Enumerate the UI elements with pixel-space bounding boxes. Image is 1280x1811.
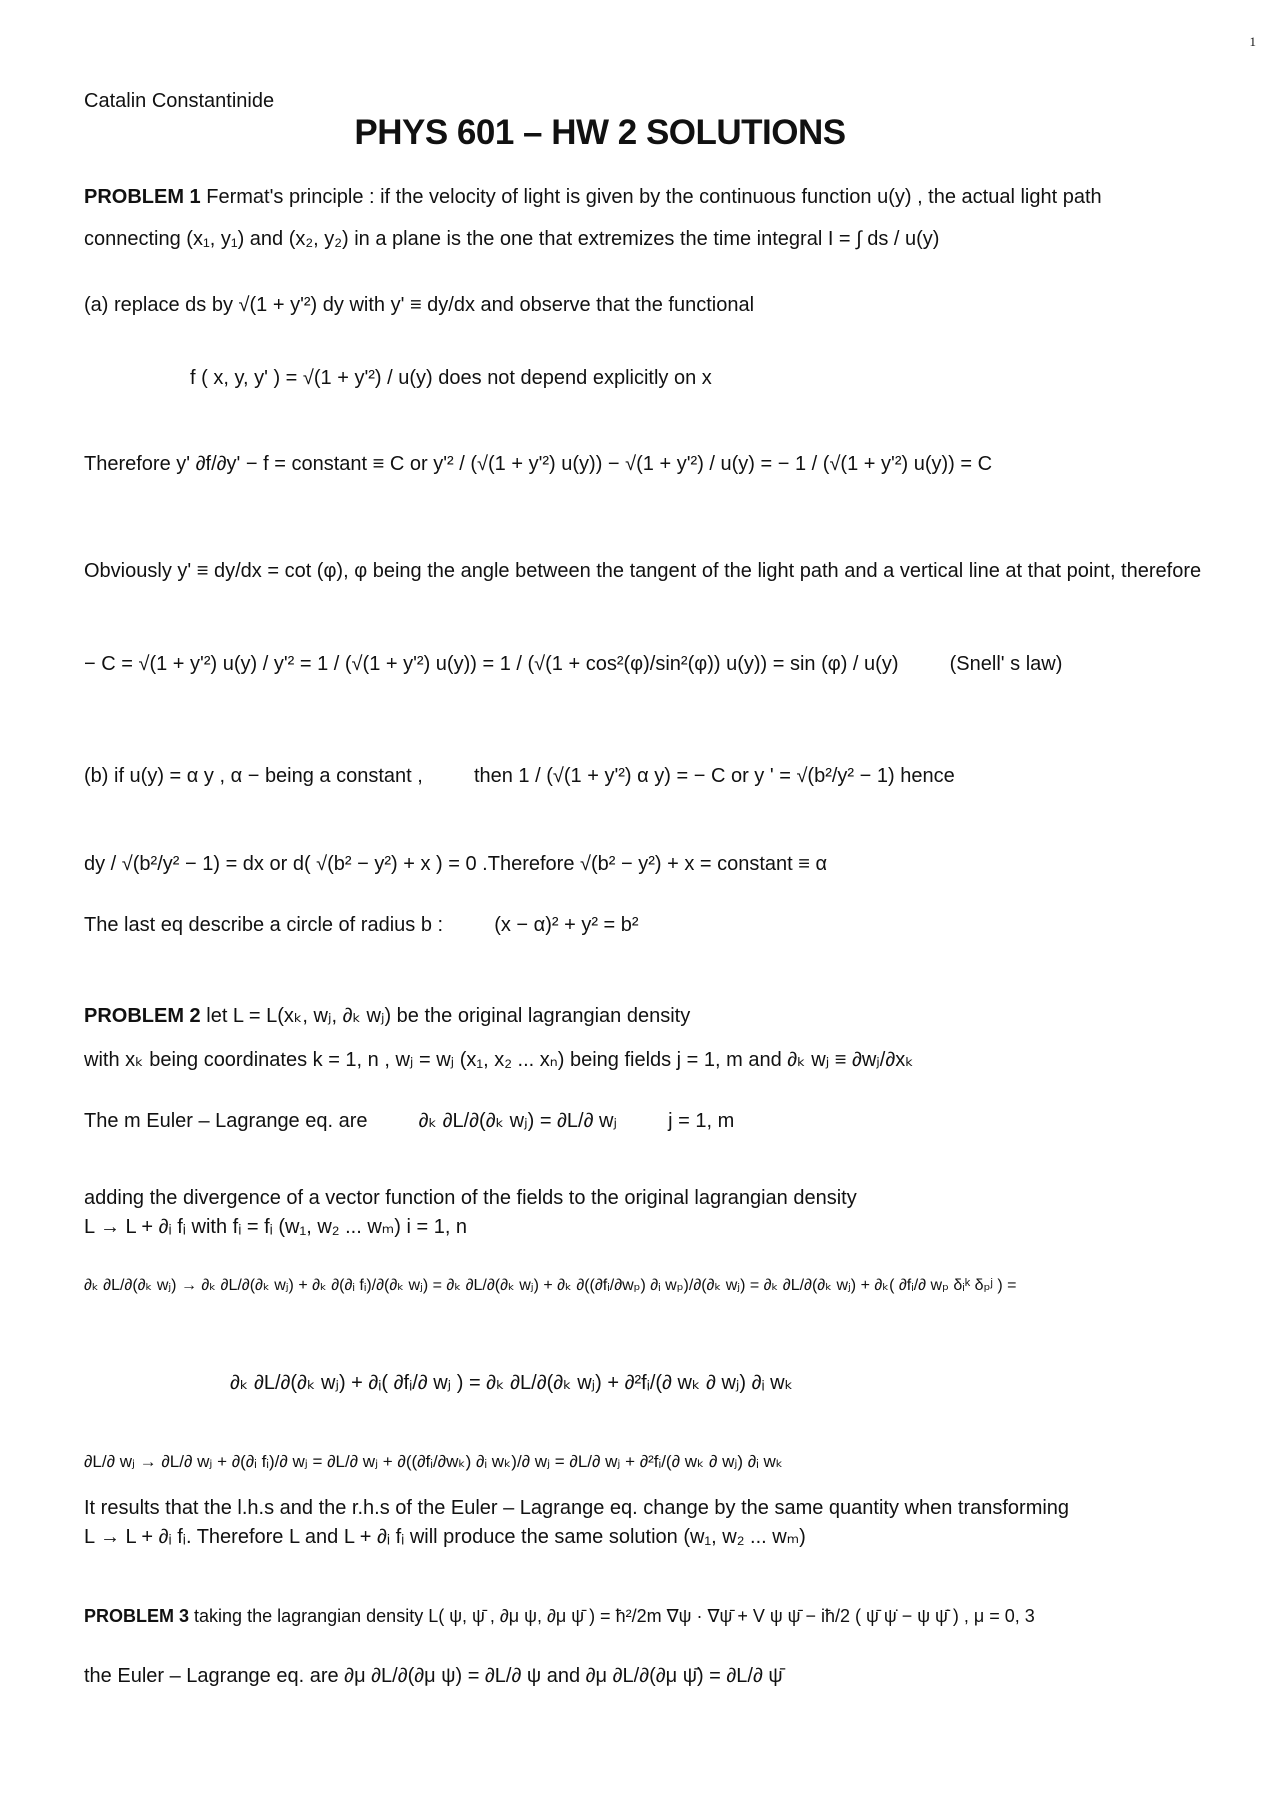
p1-b-result: then 1 / (√(1 + y'²) α y) = − C or y ' = √(b²/y² − 1) hence bbox=[473, 765, 955, 787]
p1-integration: dy / √(b²/y² − 1) = dx or d( √(b² − y²) + x ) = 0 .Therefore √(b² − y²) + x = constant ≡ α bbox=[84, 853, 828, 875]
p2-line-5: L → L + ∂ᵢ fᵢ with fᵢ = fᵢ (w₁, w₂ ... wₘ) i = 1, n bbox=[84, 1216, 468, 1238]
p1-conclusion bbox=[84, 914, 639, 937]
p2-lhs-result: ∂ₖ ∂L/∂(∂ₖ wⱼ) + ∂ᵢ( ∂fᵢ/∂ wⱼ ) = ∂ₖ ∂L/∂(∂ₖ wⱼ) + ∂²fᵢ/(∂ wₖ ∂ wⱼ) ∂ᵢ wₖ bbox=[230, 1372, 794, 1394]
p2-rhs-transform: ∂L/∂ wⱼ → ∂L/∂ wⱼ + ∂(∂ᵢ fᵢ)/∂ wⱼ = ∂L/∂ wⱼ + ∂((∂fᵢ/∂wₖ) ∂ᵢ wₖ)/∂ wⱼ = ∂L/∂ wⱼ + ∂²fᵢ/(∂ wₖ ∂ wⱼ) ∂ᵢ wₖ bbox=[84, 1452, 784, 1471]
p3-lagrangian: taking the lagrangian density L( ψ, ψ̄ , ∂μ ψ, ∂μ ψ̄ ) = ħ²/2m ∇ψ · ∇ψ̄ + V ψ ψ̄ − iħ/2 ( ψ̄ ψ̇ − ψ ψ̄̇ ) , μ = 0, 3 bbox=[194, 1606, 1035, 1626]
p2-euler-equation: ∂ₖ ∂L/∂(∂ₖ wⱼ) = ∂L/∂ wⱼ bbox=[418, 1110, 617, 1132]
p2-line-10: L → L + ∂ᵢ fᵢ. Therefore L and L + ∂ᵢ fᵢ will produce the same solution (w₁, w₂ ... wₘ) bbox=[84, 1526, 806, 1548]
p1-circle-equation: (x − α)² + y² = b² bbox=[494, 914, 639, 936]
p2-line-1 bbox=[84, 1003, 690, 1028]
p1-statement: Fermat's principle : if the velocity of light is given by the continuous function u(y) , the actual light path bbox=[206, 186, 1102, 208]
snell-law-label: (Snell' s law) bbox=[949, 653, 1063, 675]
p3-line-1 bbox=[84, 1606, 1035, 1627]
p2-lagrangian: let L = L(xₖ, wⱼ, ∂ₖ wⱼ) be the original lagrangian density bbox=[206, 1005, 691, 1027]
p1-b-condition: (b) if u(y) = α y , α − being a constant , bbox=[84, 765, 423, 787]
p1-circle-text: The last eq describe a circle of radius b : bbox=[84, 914, 444, 936]
p1-obviously: Obviously y' ≡ dy/dx = cot (φ), φ being the angle between the tangent of the light path and a vertical line at that point, therefore bbox=[84, 560, 1202, 582]
p1-line-1 bbox=[84, 186, 1102, 209]
page-number: 1 bbox=[1249, 34, 1256, 49]
p2-line-3 bbox=[84, 1108, 734, 1133]
problem-2-label: PROBLEM 2 bbox=[84, 1005, 201, 1027]
p1-part-b bbox=[84, 765, 955, 788]
p1-beltrami: Therefore y' ∂f/∂y' − f = constant ≡ C or y'² / (√(1 + y'²) u(y)) − √(1 + y'²) / u(y) = − 1 / (√(1 + y'²) u(y)) = C bbox=[84, 453, 993, 475]
p2-euler-text: The m Euler – Lagrange eq. are bbox=[84, 1110, 368, 1132]
p1-line-2: connecting (x₁, y₁) and (x₂, y₂) in a plane is the one that extremizes the time integral I = ∫ ds / u(y) bbox=[84, 228, 940, 250]
p2-line-9: It results that the l.h.s and the r.h.s of the Euler – Lagrange eq. change by the same quantity when transforming bbox=[84, 1497, 1070, 1519]
problem-3-label: PROBLEM 3 bbox=[84, 1606, 190, 1626]
p2-line-2: with xₖ being coordinates k = 1, n , wⱼ = wⱼ (x₁, x₂ ... xₙ) being fields j = 1, m and ∂ₖ wⱼ ≡ ∂wⱼ/∂xₖ bbox=[84, 1049, 914, 1071]
author-name: Catalin Constantinide bbox=[84, 90, 275, 112]
p2-lhs-transform: ∂ₖ ∂L/∂(∂ₖ wⱼ) → ∂ₖ ∂L/∂(∂ₖ wⱼ) + ∂ₖ ∂(∂ᵢ fᵢ)/∂(∂ₖ wⱼ) = ∂ₖ ∂L/∂(∂ₖ wⱼ) + ∂ₖ ∂((∂fᵢ/∂wₚ) ∂ᵢ wₚ)/∂(∂ₖ wⱼ) = ∂ₖ ∂L/∂(∂ₖ wⱼ) + ∂ₖ( ∂fᵢ/∂ wₚ δᵢᵏ δₚʲ ) = bbox=[84, 1277, 1017, 1294]
p1-line-3: (a) replace ds by √(1 + y'²) dy with y' ≡ dy/dx and observe that the functional bbox=[84, 294, 755, 316]
p1-functional: f ( x, y, y' ) = √(1 + y'²) / u(y) does not depend explicitly on x bbox=[190, 367, 712, 389]
problem-1-label: PROBLEM 1 bbox=[84, 186, 201, 208]
p2-euler-range: j = 1, m bbox=[668, 1110, 735, 1132]
p3-line-2: the Euler – Lagrange eq. are ∂μ ∂L/∂(∂μ ψ) = ∂L/∂ ψ and ∂μ ∂L/∂(∂μ ψ̄) = ∂L/∂ ψ̄ bbox=[84, 1665, 783, 1687]
p1-snell-derivation bbox=[84, 653, 1062, 676]
p1-snell-equation: − C = √(1 + y'²) u(y) / y'² = 1 / (√(1 + y'²) u(y)) = 1 / (√(1 + cos²(φ)/sin²(φ)) u(y)) = sin (φ) / u(y) bbox=[84, 653, 899, 675]
p2-line-4: adding the divergence of a vector function of the fields to the original lagrangian density bbox=[84, 1187, 857, 1209]
document-title: PHYS 601 – HW 2 SOLUTIONS bbox=[354, 113, 846, 152]
